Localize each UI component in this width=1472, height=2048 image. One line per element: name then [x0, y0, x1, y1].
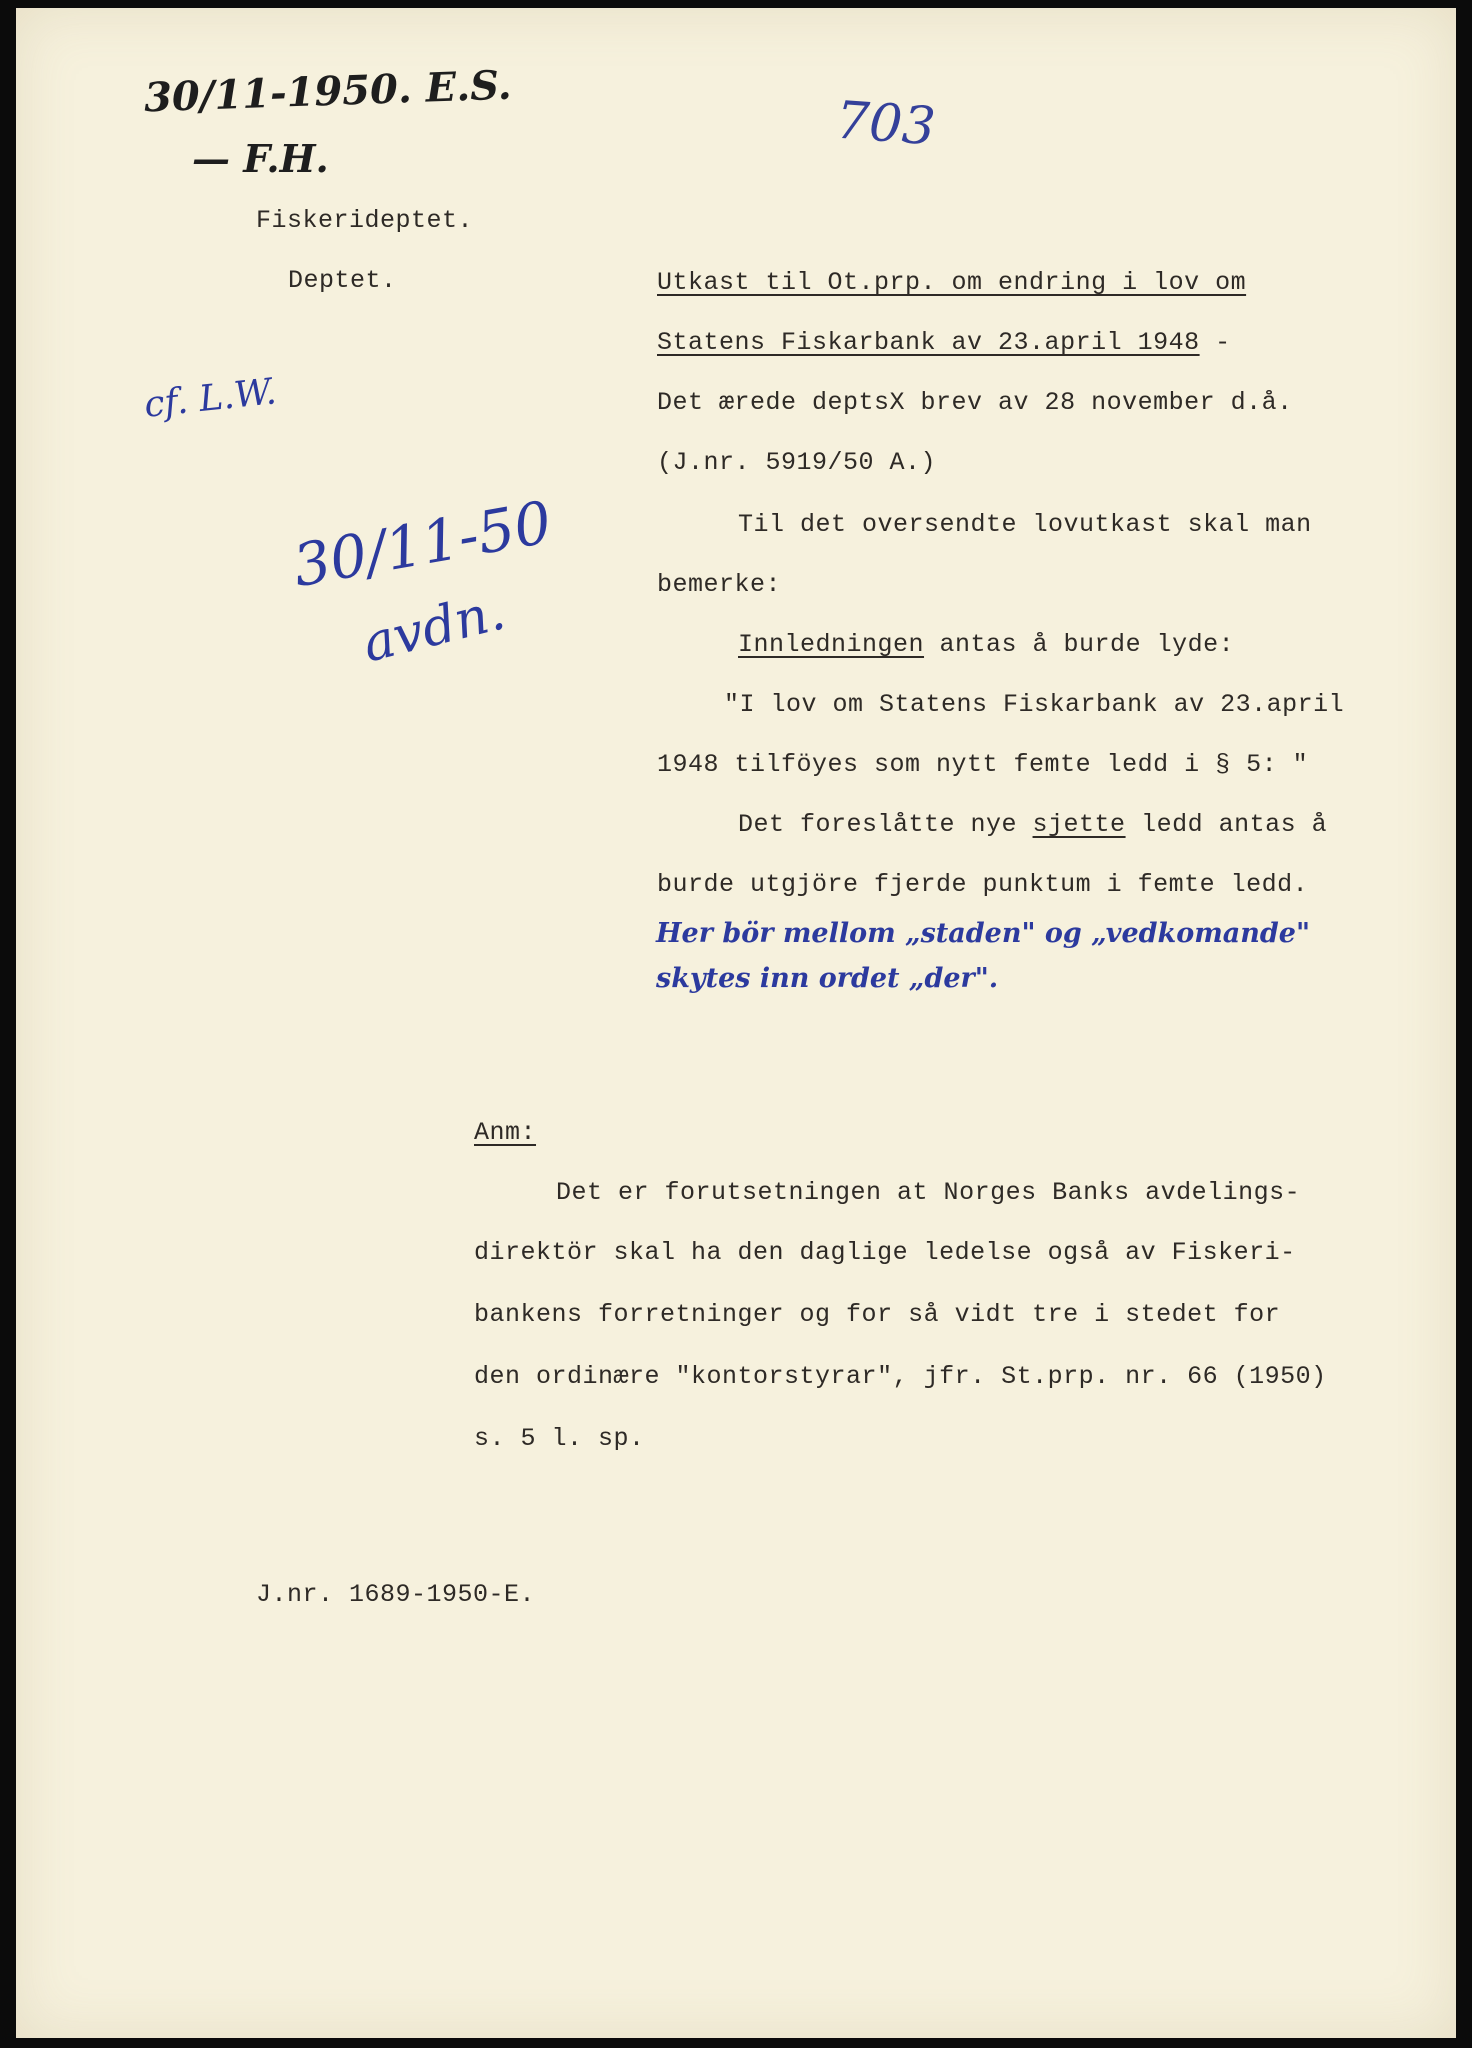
subject-text-2: Statens Fiskarbank av 23.april 1948 — [657, 328, 1200, 357]
anm-line-5: s. 5 l. sp. — [474, 1424, 645, 1453]
innledning-rest: antas å burde lyde: — [924, 630, 1235, 659]
handwritten-note-line-2: skytes inn ordet „der". — [656, 963, 999, 994]
handwritten-cf-note: cf. L.W. — [142, 371, 279, 426]
paragraph-rest: ledd antas å — [1125, 810, 1328, 839]
body-line-2: (J.nr. 5919/50 A.) — [657, 448, 937, 477]
handwritten-number: 703 — [834, 90, 938, 158]
innledning-line — [738, 630, 1234, 659]
quote-line-1: "I lov om Statens Fiskarbank av 23.april — [724, 690, 1345, 719]
handwritten-date-top: 30/11-1950. E.S. — [143, 61, 513, 122]
subject-dash: - — [1215, 328, 1231, 357]
anm-line-1: Det er forutsetningen at Norges Banks avdelings- — [556, 1178, 1301, 1207]
anm-label-text: Anm: — [474, 1118, 537, 1147]
anm-line-4: den ordinære "kontorstyrar", jfr. St.prp. nr. 66 (1950) — [474, 1362, 1327, 1391]
quote-line-2: 1948 tilföyes som nytt femte ledd i § 5: " — [657, 750, 1309, 779]
document-page — [16, 8, 1456, 2038]
innledning-label: Innledningen — [738, 630, 925, 659]
body-line-3: Til det oversendte lovutkast skal man — [738, 510, 1312, 539]
subject-text-1: Utkast til Ot.prp. om endring i lov om — [657, 268, 1247, 297]
paragraph-line-1 — [738, 810, 1327, 839]
handwritten-initials: — F.H. — [192, 136, 329, 181]
handwritten-date-mid: 30/11-50 — [288, 487, 557, 601]
sender-department: Fiskerideptet. — [256, 206, 474, 235]
journal-number: J.nr. 1689-1950-E. — [256, 1580, 536, 1609]
paragraph-sjette: sjette — [1032, 810, 1126, 839]
handwritten-note-line-1: Her bör mellom „staden" og „vedkomande" — [656, 918, 1311, 949]
subject-line-2 — [657, 328, 1231, 357]
paragraph-line-2: burde utgjöre fjerde punktum i femte ledd. — [657, 870, 1309, 899]
handwritten-avdn: avdn. — [356, 581, 511, 675]
anm-label — [474, 1118, 536, 1147]
paragraph-prefix: Det foreslåtte nye — [738, 810, 1033, 839]
anm-line-2: direktör skal ha den daglige ledelse også av Fiskeri- — [474, 1238, 1296, 1267]
anm-line-3: bankens forretninger og for så vidt tre i stedet for — [474, 1300, 1281, 1329]
sender-deptet: Deptet. — [288, 266, 397, 295]
body-line-4: bemerke: — [657, 570, 782, 599]
body-line-1: Det ærede deptsX brev av 28 november d.å. — [657, 388, 1293, 417]
subject-line-1 — [657, 268, 1246, 297]
